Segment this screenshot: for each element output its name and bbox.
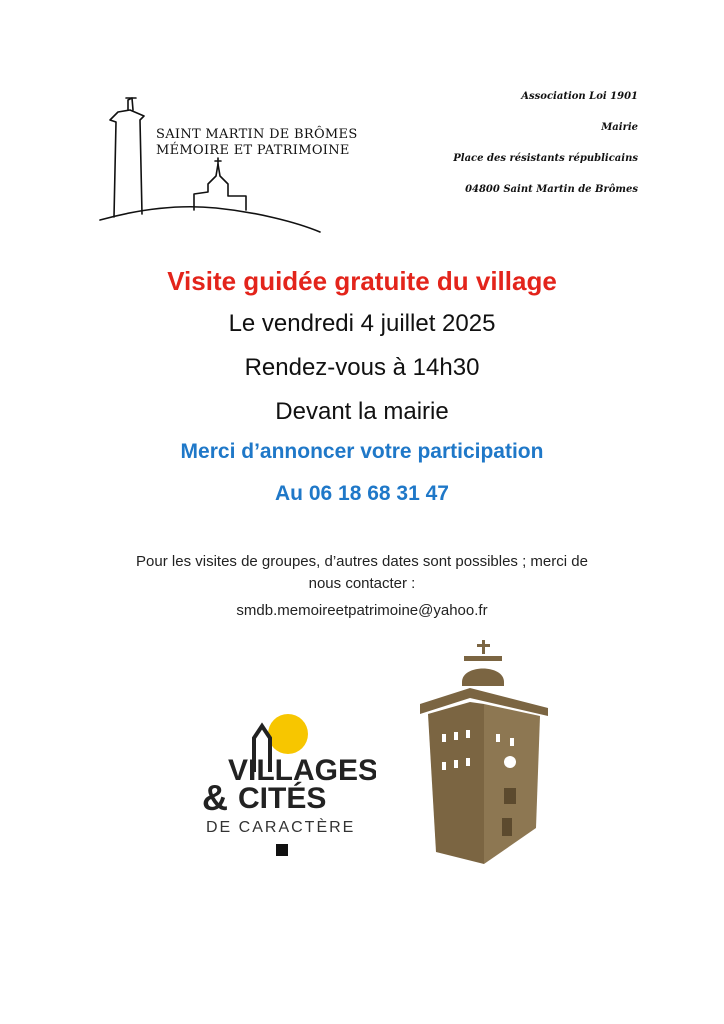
contact-email[interactable]: smdb.memoireetpatrimoine@yahoo.fr	[236, 602, 488, 619]
group-visits-line-2: nous contacter :	[308, 575, 416, 592]
address-block	[378, 86, 638, 210]
address-line-city: 04800 Saint Martin de Brômes	[465, 184, 638, 195]
belltower-icon	[410, 638, 550, 866]
vc-line-1: VILLAGES	[228, 754, 376, 787]
event-date: Le vendredi 4 juillet 2025	[228, 310, 496, 337]
vc-line-2: CITÉS	[238, 782, 327, 815]
address-line-association: Association Loi 1901	[521, 91, 638, 102]
address-line-mairie: Mairie	[601, 122, 638, 133]
vc-ampersand: &	[202, 777, 228, 818]
vc-square	[276, 844, 288, 856]
group-visits-text	[0, 551, 724, 595]
belltower-illustration	[410, 638, 550, 866]
vc-line-3: DE CARACTÈRE	[206, 819, 356, 836]
address-line-place: Place des résistants républicains	[453, 153, 638, 164]
sun-icon	[268, 714, 308, 754]
tower-sketch-icon	[96, 92, 326, 237]
participation-notice: Merci d’annoncer votre participation	[180, 440, 544, 463]
phone-number: Au 06 18 68 31 47	[275, 482, 449, 505]
group-visits-line-1: Pour les visites de groupes, d’autres dates sont possibles ; merci de	[136, 553, 588, 570]
event-time: Rendez-vous à 14h30	[244, 354, 480, 381]
logo-line-2: MÉMOIRE ET PATRIMOINE	[156, 143, 350, 158]
villages-cites-logo	[196, 712, 376, 862]
association-logo	[96, 92, 358, 237]
event-place: Devant la mairie	[275, 398, 449, 425]
event-title: Visite guidée gratuite du village	[167, 266, 557, 296]
logo-line-1: SAINT MARTIN DE BRÔMES	[156, 127, 358, 142]
